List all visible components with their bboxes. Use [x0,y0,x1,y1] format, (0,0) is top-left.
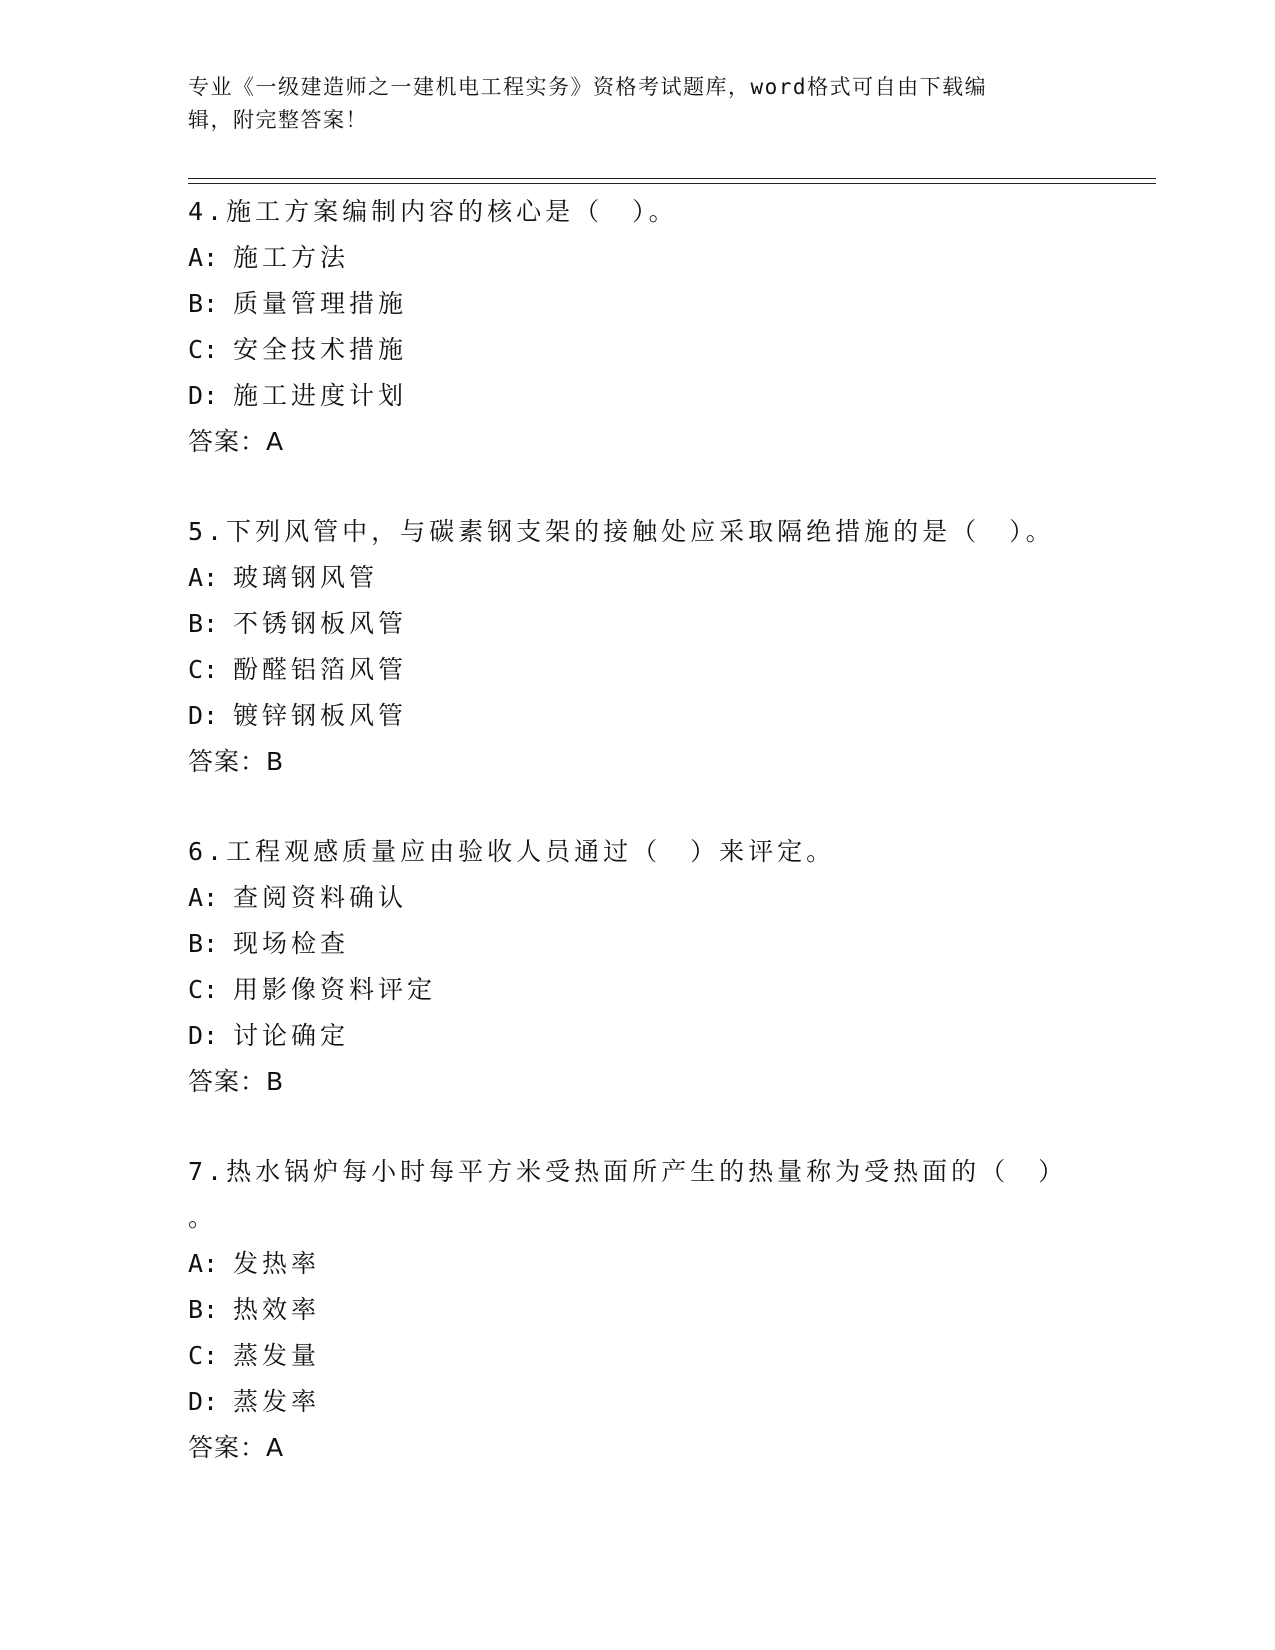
option-text: 施工方法 [233,243,350,272]
option-key: B: [188,1295,219,1324]
answer-line: 答案：A [188,1433,285,1462]
option-text: 现场检查 [233,929,350,958]
option-text: 查阅资料确认 [233,883,408,912]
option-key: A: [188,243,219,272]
option-a [188,235,1088,281]
option-c [188,327,1088,373]
option-text: 讨论确定 [233,1021,350,1050]
question-stem: 5.下列风管中，与碳素钢支架的接触处应采取隔绝措施的是（ ）。 [188,517,1055,546]
option-d [188,1013,1088,1059]
option-d [188,1379,1088,1425]
option-key: A: [188,1249,219,1278]
question-stem-continuation: 。 [188,1203,218,1232]
header-line-2: 辑，附完整答案！ [188,108,368,132]
option-text: 热效率 [233,1295,321,1324]
option-key: B: [188,609,219,638]
option-key: C: [188,335,219,364]
question-5 [188,509,1088,785]
header-divider-top [188,178,1156,179]
option-b [188,1287,1088,1333]
option-c [188,647,1088,693]
option-key: D: [188,1021,219,1050]
option-text: 施工进度计划 [233,381,408,410]
option-key: D: [188,1387,219,1416]
option-text: 蒸发率 [233,1387,321,1416]
question-7 [188,1149,1088,1471]
question-stem: 6.工程观感质量应由验收人员通过（ ）来评定。 [188,837,836,866]
option-c [188,1333,1088,1379]
option-key: D: [188,381,219,410]
answer-line: 答案：B [188,747,285,776]
option-key: A: [188,563,219,592]
option-b [188,601,1088,647]
header-divider-bottom [188,183,1156,184]
option-b [188,281,1088,327]
option-text: 安全技术措施 [233,335,408,364]
option-key: C: [188,975,219,1004]
option-key: C: [188,1341,219,1370]
option-text: 镀锌钢板风管 [233,701,408,730]
option-a [188,1241,1088,1287]
option-d [188,373,1088,419]
option-text: 用影像资料评定 [233,975,437,1004]
answer-line: 答案：A [188,427,285,456]
header-line-1: 专业《一级建造师之一建机电工程实务》资格考试题库，word格式可自由下载编 [188,75,988,99]
option-key: C: [188,655,219,684]
option-text: 玻璃钢风管 [233,563,379,592]
option-c [188,967,1088,1013]
option-key: B: [188,929,219,958]
document-header [188,71,1088,137]
answer-line: 答案：B [188,1067,285,1096]
option-text: 发热率 [233,1249,321,1278]
option-key: B: [188,289,219,318]
question-stem: 4.施工方案编制内容的核心是（ ）。 [188,197,678,226]
option-key: D: [188,701,219,730]
question-6 [188,829,1088,1105]
question-4 [188,189,1088,465]
option-key: A: [188,883,219,912]
option-d [188,693,1088,739]
option-text: 蒸发量 [233,1341,321,1370]
option-b [188,921,1088,967]
option-text: 质量管理措施 [233,289,408,318]
option-text: 酚醛铝箔风管 [233,655,408,684]
option-a [188,555,1088,601]
option-text: 不锈钢板风管 [233,609,408,638]
question-stem: 7.热水锅炉每小时每平方米受热面所产生的热量称为受热面的（ ） [188,1157,1068,1186]
option-a [188,875,1088,921]
